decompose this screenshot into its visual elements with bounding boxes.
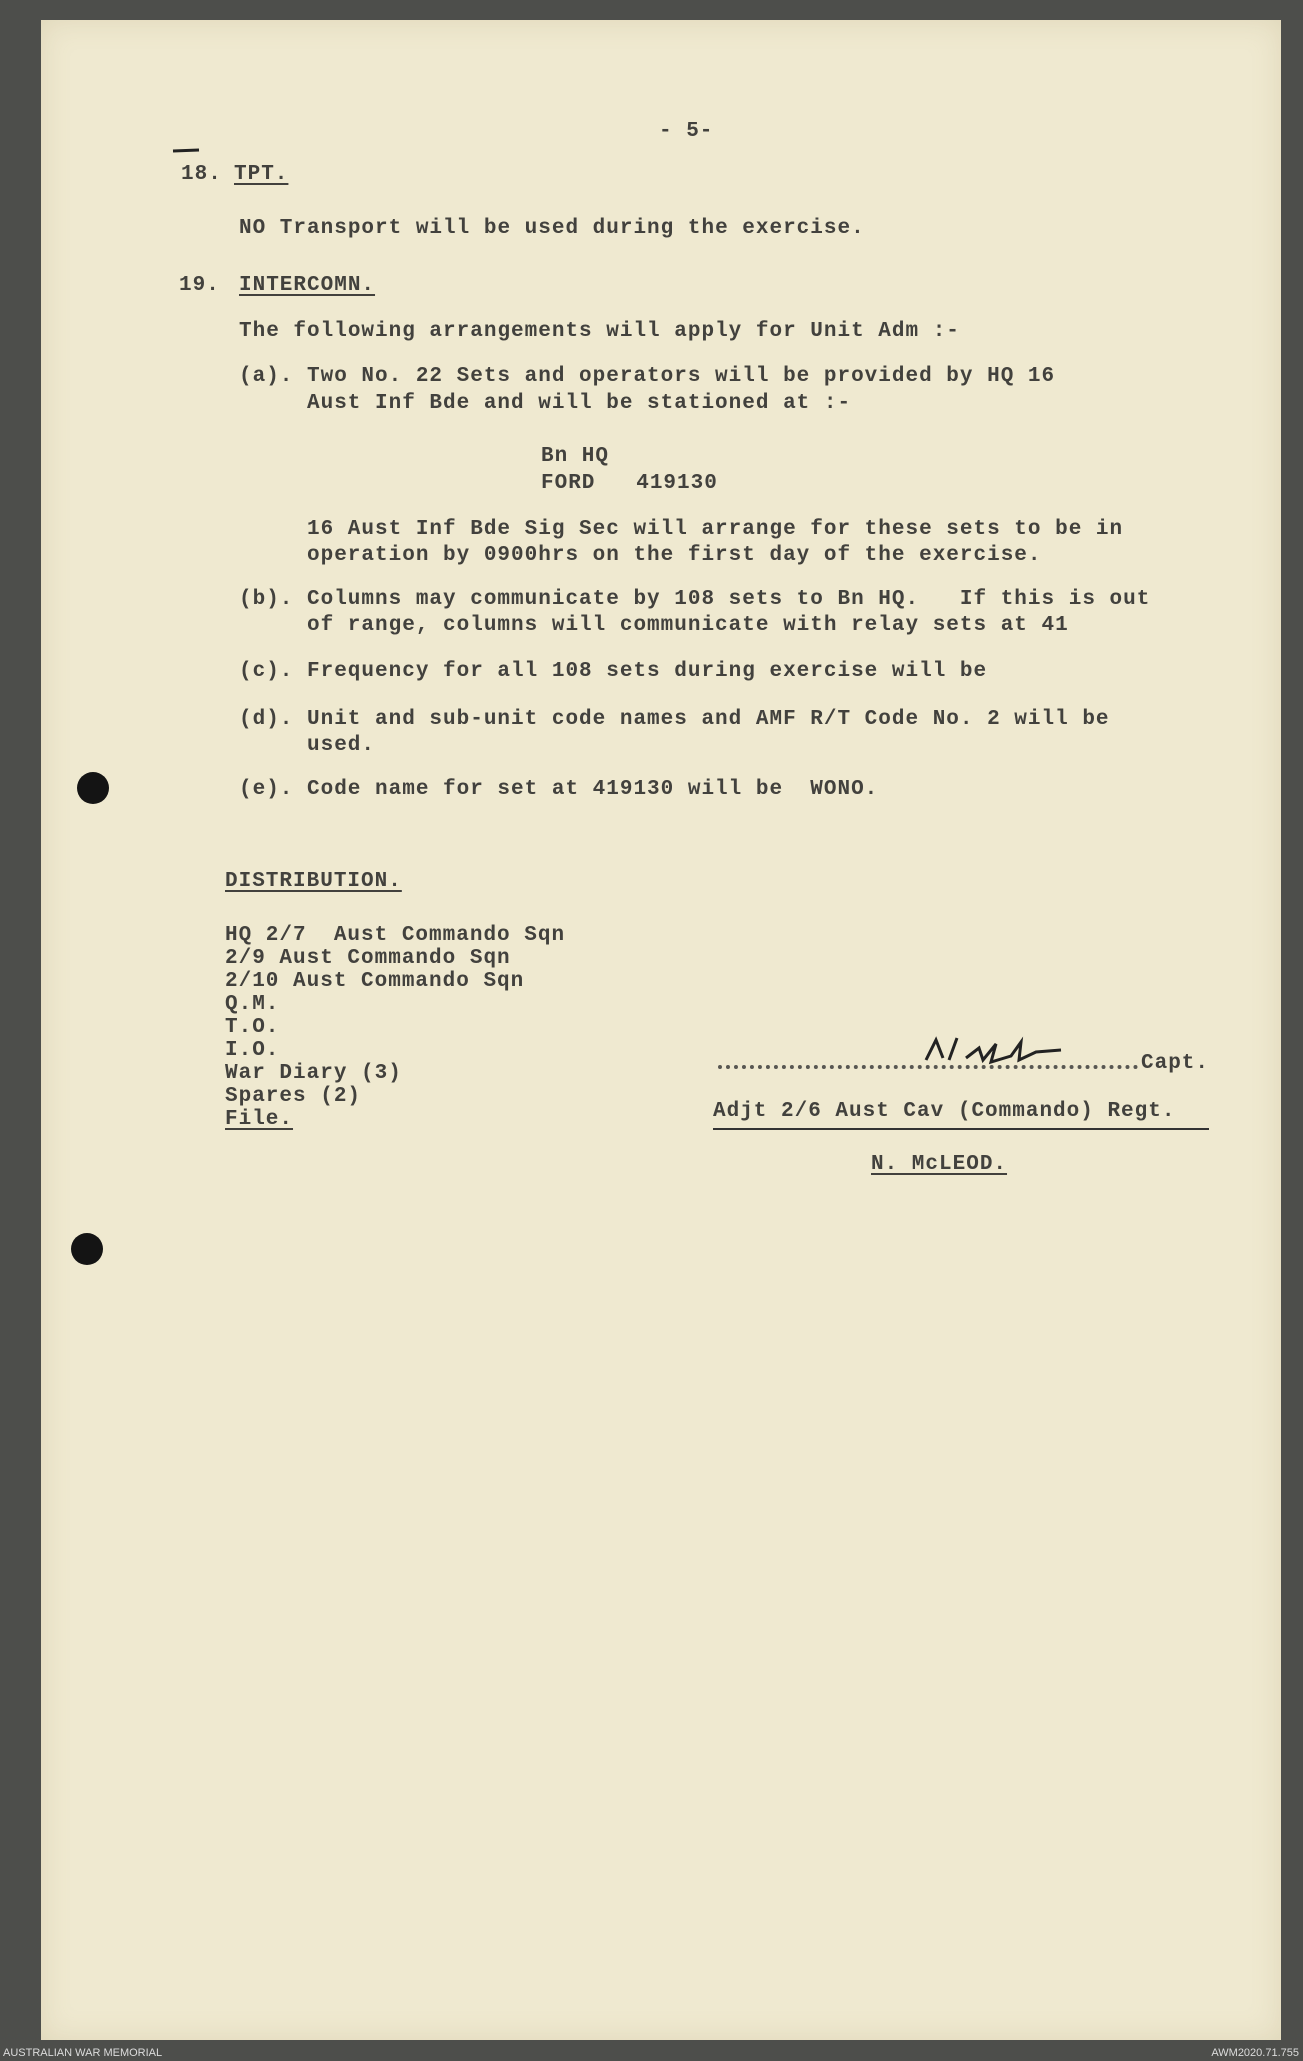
footer-right: AWM2020.71.755 [1211, 2047, 1299, 2059]
distribution-item: I.O. [225, 1039, 280, 1062]
distribution-item: HQ 2/7 Aust Commando Sqn [225, 924, 566, 947]
signature-name: N. McLEOD. [871, 1153, 1008, 1176]
signature-dotted-line [718, 1065, 1138, 1069]
section-19-number: 19. [179, 274, 220, 297]
item-d-line2: used. [307, 734, 376, 757]
distribution-item: War Diary (3) [225, 1062, 402, 1085]
station-line1: Bn HQ [541, 445, 610, 468]
punch-hole [71, 1233, 103, 1265]
item-b-line1: Columns may communicate by 108 sets to Bn HQ. If this is out [307, 588, 1151, 611]
handwritten-signature [921, 1030, 1071, 1070]
section-19-heading: INTERCOMN. [239, 274, 376, 297]
distribution-item: File. [225, 1108, 294, 1131]
item-d-line1: Unit and sub-unit code names and AMF R/T Code No. 2 will be [307, 708, 1110, 731]
signature-title: Adjt 2/6 Aust Cav (Commando) Regt. [713, 1100, 1176, 1123]
station-line2: FORD 419130 [541, 472, 718, 495]
distribution-item: Q.M. [225, 993, 280, 1016]
item-b-line2: of range, columns will communicate with relay sets at 41 [307, 614, 1069, 637]
item-a-label: (a). [239, 365, 294, 388]
item-a-line2: Aust Inf Bde and will be stationed at :- [307, 392, 852, 415]
item-c-line1: Frequency for all 108 sets during exercise will be [307, 660, 988, 683]
ink-mark-icon [171, 145, 201, 157]
signature-rank: Capt. [1141, 1052, 1210, 1075]
page-number: - 5- [659, 120, 714, 143]
item-a-note-line2: operation by 0900hrs on the first day of the exercise. [307, 544, 1042, 567]
distribution-item: 2/10 Aust Commando Sqn [225, 970, 525, 993]
item-a-line1: Two No. 22 Sets and operators will be provided by HQ 16 [307, 365, 1056, 388]
distribution-item: Spares (2) [225, 1085, 362, 1108]
item-b-label: (b). [239, 588, 294, 611]
section-19-intro: The following arrangements will apply for Unit Adm :- [239, 320, 960, 343]
signature-title-rule [713, 1128, 1209, 1130]
punch-hole [77, 772, 109, 804]
item-d-label: (d). [239, 708, 294, 731]
item-e-label: (e). [239, 778, 294, 801]
item-e-line1: Code name for set at 419130 will be WONO. [307, 778, 879, 801]
section-18-number: 18. [181, 163, 222, 186]
item-a-note-line1: 16 Aust Inf Bde Sig Sec will arrange for these sets to be in [307, 518, 1124, 541]
section-18-text: NO Transport will be used during the exercise. [239, 217, 865, 240]
distribution-item: 2/9 Aust Commando Sqn [225, 947, 511, 970]
distribution-item: T.O. [225, 1016, 280, 1039]
document-page [41, 20, 1281, 2040]
item-c-label: (c). [239, 660, 294, 683]
footer-left: AUSTRALIAN WAR MEMORIAL [3, 2047, 163, 2059]
section-18-heading: TPT. [234, 163, 289, 186]
distribution-heading: DISTRIBUTION. [225, 870, 402, 893]
